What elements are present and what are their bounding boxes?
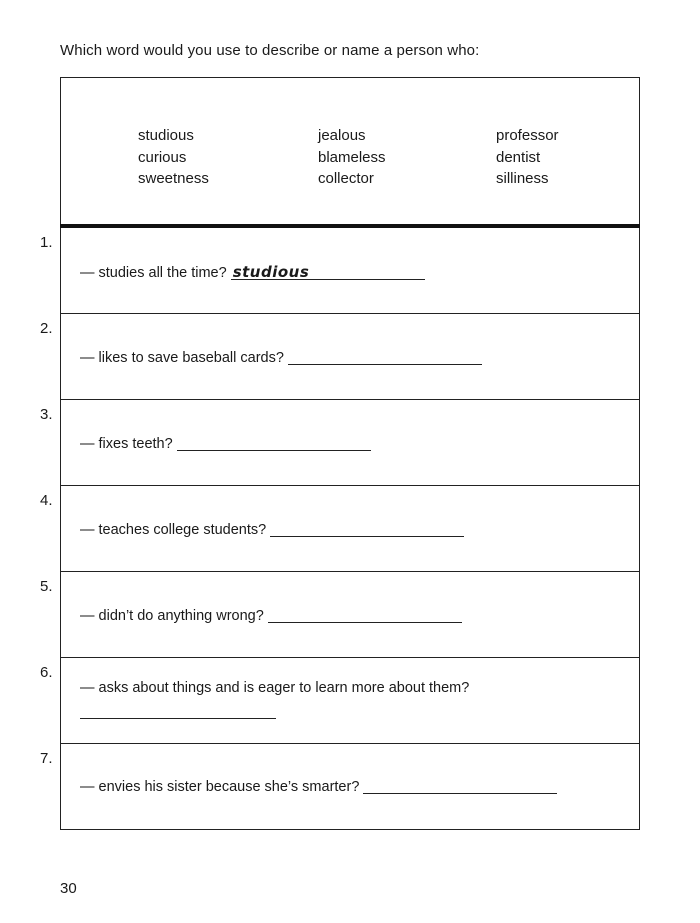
question-prompt: — didn’t do anything wrong? [80,608,264,624]
word-bank-word: professor [496,127,559,144]
question-prompt: — likes to save baseball cards? [80,350,284,366]
word-bank-word: dentist [496,148,541,166]
word-bank-word: blameless [318,148,386,166]
question-number: 5. [40,578,53,595]
question-number: 4. [40,492,53,509]
answer-blank-2[interactable] [288,348,482,365]
handwritten-answer: studious [232,263,310,281]
word-bank-word: silliness [496,170,549,187]
question-prompt: — asks about things and is eager to learn more about them? [80,680,470,696]
question-row-5 [80,606,462,624]
word-bank-column-2 [318,125,386,190]
answer-blank-1[interactable] [231,263,425,280]
instructions: Which word would you use to describe or name a person who: [60,42,480,59]
answer-blank-4[interactable] [270,520,464,537]
word-bank-word: collector [318,170,374,187]
question-row-1 [80,263,425,281]
question-prompt: — studies all the time? [80,265,227,281]
question-row-6 [80,680,469,696]
question-row-4 [80,520,464,538]
answer-blank-3[interactable] [177,434,371,451]
word-bank-column-3 [496,125,559,190]
word-bank-word: jealous [318,127,366,144]
question-number: 3. [40,406,53,423]
question-number: 1. [40,234,53,251]
question-prompt: — fixes teeth? [80,436,173,452]
question-prompt: — envies his sister because she’s smarter? [80,779,360,795]
page-number: 30 [60,880,77,897]
question-row-3 [80,434,371,452]
question-number: 6. [40,664,53,681]
word-bank-word: sweetness [138,170,209,187]
question-box-6 [60,658,640,744]
word-bank-column-1 [138,125,209,190]
word-bank [60,77,640,225]
answer-blank-5[interactable] [268,606,462,623]
question-row-2 [80,348,482,366]
word-bank-word: curious [138,148,187,166]
question-number: 2. [40,320,53,337]
question-number: 7. [40,750,53,767]
answer-blank-6[interactable] [80,717,276,719]
question-prompt: — teaches college students? [80,522,267,538]
word-bank-word: studious [138,127,194,144]
answer-blank-7[interactable] [363,777,557,794]
question-row-7 [80,777,557,795]
